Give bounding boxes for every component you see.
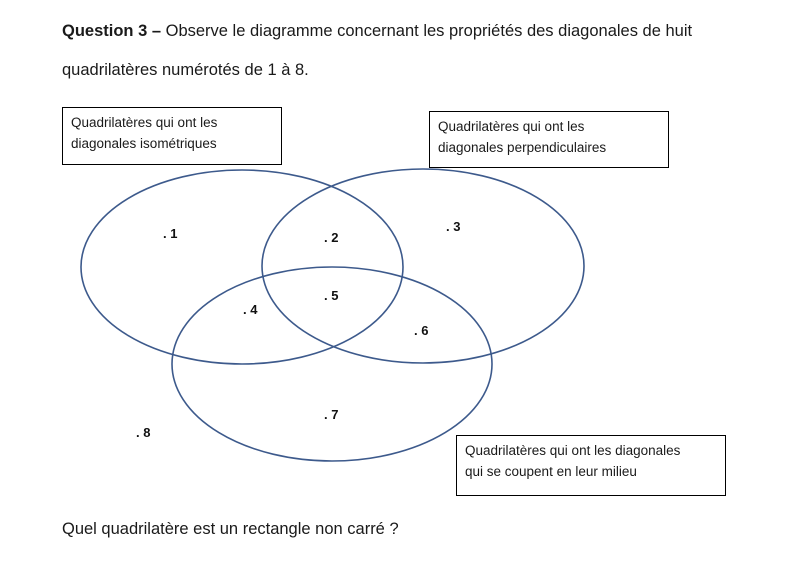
point-label-7: . 7 <box>324 407 339 422</box>
question-line-2: quadrilatères numérotés de 1 à 8. <box>62 61 309 79</box>
set-label-line: diagonales perpendiculaires <box>438 140 607 155</box>
set-label-line: Quadrilatères qui ont les diagonales <box>465 443 681 458</box>
point-label-5: . 5 <box>324 288 339 303</box>
set-label-line: Quadrilatères qui ont les <box>71 115 218 130</box>
point-label-4: . 4 <box>243 302 258 317</box>
question-number: Question 3 – <box>62 22 162 40</box>
point-label-6: . 6 <box>414 323 429 338</box>
point-label-2: . 2 <box>324 230 339 245</box>
set-label-perpendicular <box>429 111 669 168</box>
set-label-line: Quadrilatères qui ont les <box>438 119 585 134</box>
set-label-line: diagonales isométriques <box>71 136 217 151</box>
set-label-isometric <box>62 107 282 165</box>
point-label-3: . 3 <box>446 219 461 234</box>
set-label-line: qui se coupent en leur milieu <box>465 464 637 479</box>
point-label-8: . 8 <box>136 425 151 440</box>
point-label-1: . 1 <box>163 226 178 241</box>
bottom-question: Quel quadrilatère est un rectangle non carré ? <box>62 520 399 538</box>
question-text: Observe le diagramme concernant les propriétés des diagonales de huit <box>161 22 693 40</box>
ellipse-isometric <box>81 170 403 364</box>
set-label-midpoint <box>456 435 726 496</box>
